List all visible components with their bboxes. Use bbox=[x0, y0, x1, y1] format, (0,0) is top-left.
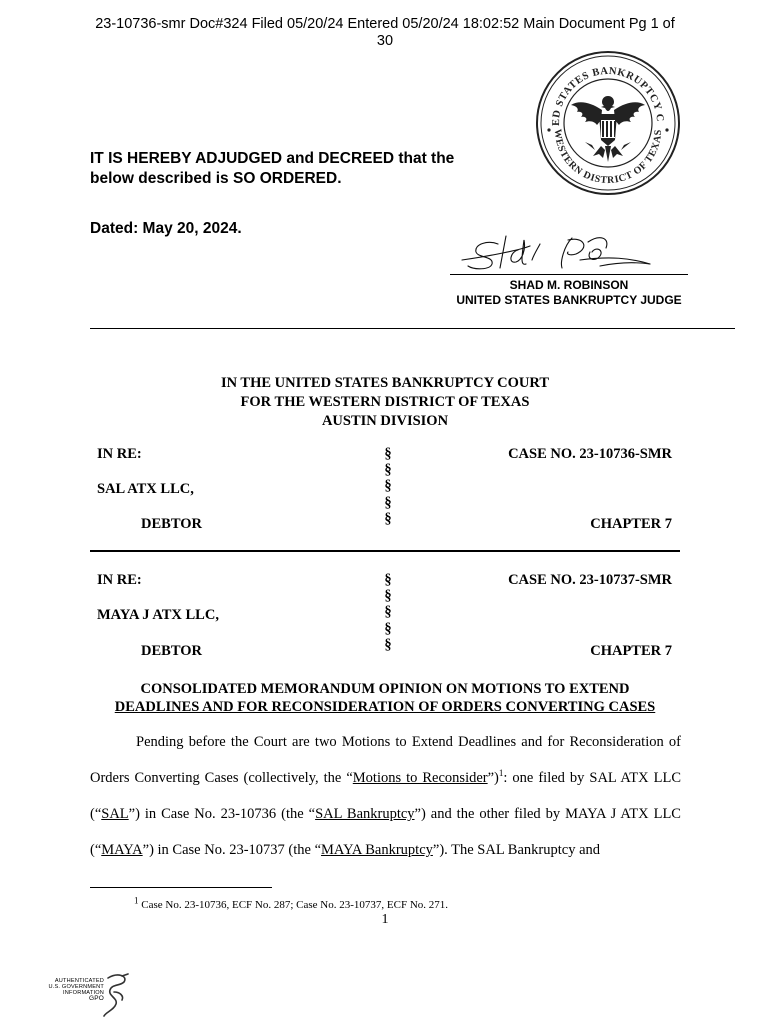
caption-divider bbox=[90, 550, 680, 552]
section-symbol: § bbox=[384, 478, 392, 495]
body-text: ”) in Case No. 23-10736 (the “ bbox=[128, 806, 316, 822]
body-text: ”) bbox=[487, 770, 499, 786]
body-text: ”). The SAL Bankruptcy and bbox=[432, 842, 601, 858]
seal-top-text: ED STATES BANKRUPTCY C bbox=[550, 65, 666, 126]
section-symbol: § bbox=[384, 446, 392, 462]
order-date: Dated: May 20, 2024. bbox=[90, 220, 242, 237]
signature-line bbox=[450, 274, 688, 275]
footnote-reference[interactable]: 1 bbox=[498, 768, 504, 779]
caption-1-role: DEBTOR bbox=[141, 516, 202, 532]
section-symbol: § bbox=[384, 636, 392, 653]
section-symbol: § bbox=[384, 494, 392, 511]
footnote-text: Case No. 23-10736, ECF No. 287; Case No. 23-10737, ECF No. 271. bbox=[138, 899, 449, 911]
caption-1-section-symbols bbox=[378, 446, 398, 527]
order-statement bbox=[90, 149, 454, 189]
caption-2-party: MAYA J ATX LLC, bbox=[97, 607, 219, 623]
defined-term-motions: Motions to Reconsider bbox=[352, 770, 488, 786]
footnote-divider bbox=[90, 887, 272, 888]
footnote bbox=[134, 895, 449, 911]
body-text: ”) and the other filed by MAYA J ATX LLC (“ bbox=[90, 806, 681, 858]
court-heading bbox=[90, 374, 680, 431]
judge-title: UNITED STATES BANKRUPTCY JUDGE bbox=[456, 293, 682, 307]
header-divider bbox=[90, 328, 735, 329]
body-text: : one filed by SAL ATX LLC (“ bbox=[90, 770, 682, 822]
body-text: Pending before the Court are two Motions to Extend Deadlines and for Reconsideration of Orders Converting Cases (collectively, the “ bbox=[90, 734, 681, 786]
caption-2-case-number: CASE NO. 23-10737-SMR bbox=[508, 572, 672, 588]
defined-term-sal: SAL bbox=[101, 806, 129, 822]
gpo-authentication-logo bbox=[44, 972, 130, 1018]
judge-signature bbox=[460, 226, 660, 276]
defined-term-maya-bankruptcy: MAYA Bankruptcy bbox=[321, 842, 433, 858]
section-symbol: § bbox=[384, 620, 392, 637]
court-seal bbox=[535, 50, 681, 196]
caption-2-chapter: CHAPTER 7 bbox=[590, 643, 672, 659]
caption-2-section-symbols bbox=[378, 572, 398, 653]
defined-term-maya: MAYA bbox=[101, 842, 143, 858]
gpo-logo-line2: U.S. GOVERNMENT bbox=[48, 984, 104, 990]
opinion-title-line1: CONSOLIDATED MEMORANDUM OPINION ON MOTIONS TO EXTEND bbox=[140, 681, 630, 697]
gpo-logo-line4: GPO bbox=[88, 995, 104, 1002]
defined-term-sal-bankruptcy: SAL Bankruptcy bbox=[315, 806, 415, 822]
footnote-number: 1 bbox=[134, 895, 139, 906]
caption-1-party: SAL ATX LLC, bbox=[97, 481, 194, 497]
section-symbol: § bbox=[384, 604, 392, 621]
caption-2-role: DEBTOR bbox=[141, 643, 202, 659]
section-symbol: § bbox=[384, 510, 392, 527]
opinion-title-line2-text: DEADLINES AND FOR RECONSIDERATION OF ORDERS CONVERTING CASES bbox=[114, 699, 656, 715]
filing-header-line1: 23-10736-smr Doc#324 Filed 05/20/24 Entered 05/20/24 18:02:52 Main Document Pg 1 of bbox=[95, 16, 675, 32]
court-line3: AUSTIN DIVISION bbox=[321, 413, 449, 429]
caption-1-in-re: IN RE: bbox=[97, 446, 142, 462]
filing-header bbox=[0, 16, 770, 50]
judge-name: SHAD M. ROBINSON bbox=[509, 278, 629, 292]
eagle-icon bbox=[571, 96, 645, 162]
body-text: ”) in Case No. 23-10737 (the “ bbox=[142, 842, 322, 858]
gpo-logo-line1: AUTHENTICATED bbox=[54, 978, 104, 984]
court-line2: FOR THE WESTERN DISTRICT OF TEXAS bbox=[240, 394, 530, 410]
gpo-eagle-icon bbox=[102, 972, 130, 1018]
opinion-body bbox=[90, 724, 681, 868]
section-symbol: § bbox=[384, 462, 392, 479]
court-seal-icon bbox=[535, 50, 681, 196]
section-symbol: § bbox=[384, 588, 392, 605]
opinion-title-line2 bbox=[90, 698, 680, 716]
order-line2: below described is SO ORDERED. bbox=[90, 170, 342, 187]
opinion-title bbox=[90, 680, 680, 716]
filing-header-line2: 30 bbox=[376, 33, 394, 49]
page-number: 1 bbox=[381, 912, 389, 927]
signature-icon bbox=[460, 226, 660, 276]
section-symbol: § bbox=[384, 572, 392, 588]
court-line1: IN THE UNITED STATES BANKRUPTCY COURT bbox=[220, 375, 550, 391]
caption-2-in-re: IN RE: bbox=[97, 572, 142, 588]
gpo-logo-line3: INFORMATION bbox=[63, 990, 104, 996]
seal-bottom-text: WESTERN DISTRICT OF TEXAS bbox=[551, 128, 665, 187]
caption-1-case-number: CASE NO. 23-10736-SMR bbox=[508, 446, 672, 462]
caption-1-chapter: CHAPTER 7 bbox=[590, 516, 672, 532]
body-paragraph bbox=[90, 724, 681, 868]
order-line1: IT IS HEREBY ADJUDGED and DECREED that the bbox=[90, 150, 455, 167]
